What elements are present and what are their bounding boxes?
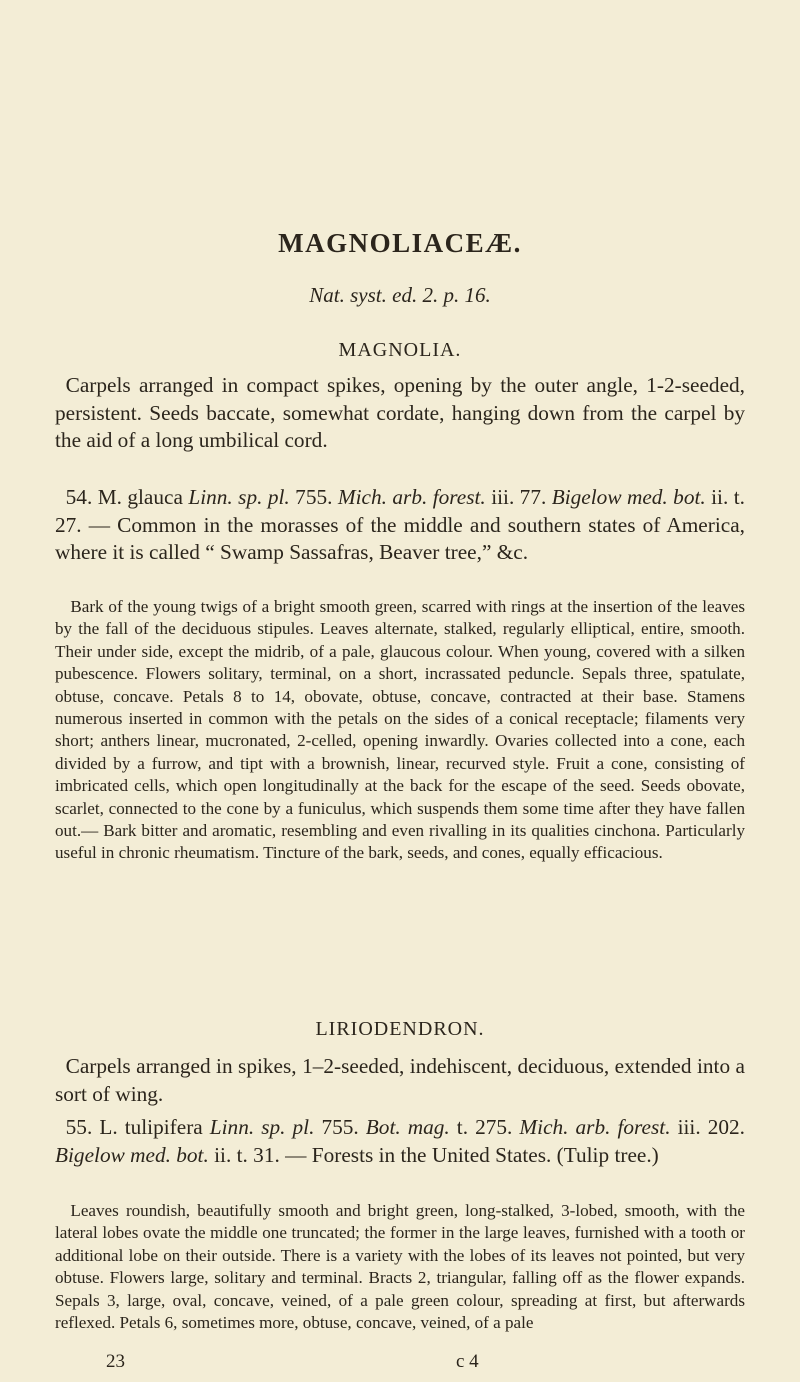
species-reference: Bigelow med. bot. xyxy=(551,485,706,509)
species-reference-number: 755. xyxy=(321,1115,359,1139)
species-entry-magnolia-glauca xyxy=(55,484,745,567)
species-reference: Linn. sp. pl. xyxy=(188,485,290,509)
genus-heading-magnolia: MAGNOLIA. xyxy=(338,339,462,361)
species-habitat: — Common in the morasses of the middle and southern states of America, where it is called “ Swamp Sassafras, Beaver tree,” &c. xyxy=(55,512,745,565)
species-reference: Mich. arb. forest. xyxy=(337,485,486,509)
species-habitat: — Forests in the United States. (Tulip tree.) xyxy=(285,1142,659,1167)
species-reference-number: iii. 202. xyxy=(677,1115,745,1139)
genus-heading-liriodendron: LIRIODENDRON. xyxy=(315,1018,485,1040)
species-reference: Mich. arb. forest. xyxy=(519,1115,671,1139)
species-number: 55. xyxy=(65,1115,93,1139)
species-description-magnolia-glauca: Bark of the young twigs of a bright smooth green, scarred with rings at the insertion of the leaves by the fall of the deciduous stipules. Leaves alternate, stalked, regularly elliptical, entire, smooth. Their under side, except the midrib, of a pale, glaucous colour. When young, covered with a silken pubescence. Flowers solitary, terminal, on a short, incrassated peduncle. Sepals three, spatulate, obtuse, concave. Petals 8 to 14, obovate, obtuse, concave, contracted at their base. Stamens numerous inserted in common with the petals on the sides of a conical receptacle; filaments very short; anthers linear, mucronated, 2-celled, opening inwardly. Ovaries collected into a cone, each divided by a furrow, and tipt with a brownish, linear, recurved style. Fruit a cone, consisting of imbricated cells, which open longitudinally at the back for the escape of the seed. Seeds obovate, scarlet, connected to the cone by a funiculus, which suspends them some time after they have fallen out.— Bark bitter and aromatic, resembling and even rivalling in its qualities cinchona. Particularly useful in chronic rheumatism. Tincture of the bark, seeds, and cones, equally efficacious. xyxy=(55,597,745,863)
species-reference: Bot. mag. xyxy=(365,1115,450,1139)
species-description-liriodendron-tulipifera: Leaves roundish, beautifully smooth and bright green, long-stalked, 3-lobed, smooth, with the lateral lobes ovate the middle one truncated; the former in the large leaves, furnished with a tooth or additional lobe on their outside. There is a variety with the lobes of its leaves not pointed, but very obtuse. Flowers large, solitary and terminal. Bracts 2, triangular, falling off as the flower expands. Sepals 3, large, oval, concave, veined, of a pale green colour, spreading at first, but afterwards reflexed. Petals 6, sometimes more, obtuse, concave, veined, of a pale xyxy=(55,1201,745,1333)
species-reference: Bigelow med. bot. xyxy=(55,1142,209,1167)
species-reference-number: 755. xyxy=(295,485,333,509)
family-heading: MAGNOLIACEÆ. xyxy=(278,228,522,258)
species-reference-number: ii. t. 27. xyxy=(55,485,745,537)
species-number: 54. xyxy=(65,485,93,509)
species-entry-liriodendron-tulipifera xyxy=(55,1114,745,1169)
species-reference: Linn. sp. pl. xyxy=(209,1115,315,1139)
genus-character-magnolia: Carpels arranged in compact spikes, opening by the outer angle, 1-2-seeded, persistent. Seeds baccate, somewhat cordate, hanging down from the carpel by the aid of a long umbilical cord. xyxy=(55,373,745,453)
species-name: L. tulipifera xyxy=(99,1115,203,1139)
species-reference-number: t. 275. xyxy=(456,1115,513,1139)
species-reference-number: iii. 77. xyxy=(491,485,547,509)
signature-mark: c 4 xyxy=(456,1351,479,1372)
genus-character-liriodendron: Carpels arranged in spikes, 1–2-seeded, indehiscent, deciduous, extended into a sort of wing. xyxy=(55,1054,745,1106)
species-reference-number: ii. t. 31. xyxy=(214,1142,280,1167)
species-name: M. glauca xyxy=(97,485,183,509)
page-number: 23 xyxy=(106,1351,125,1372)
system-reference: Nat. syst. ed. 2. p. 16. xyxy=(309,283,491,307)
